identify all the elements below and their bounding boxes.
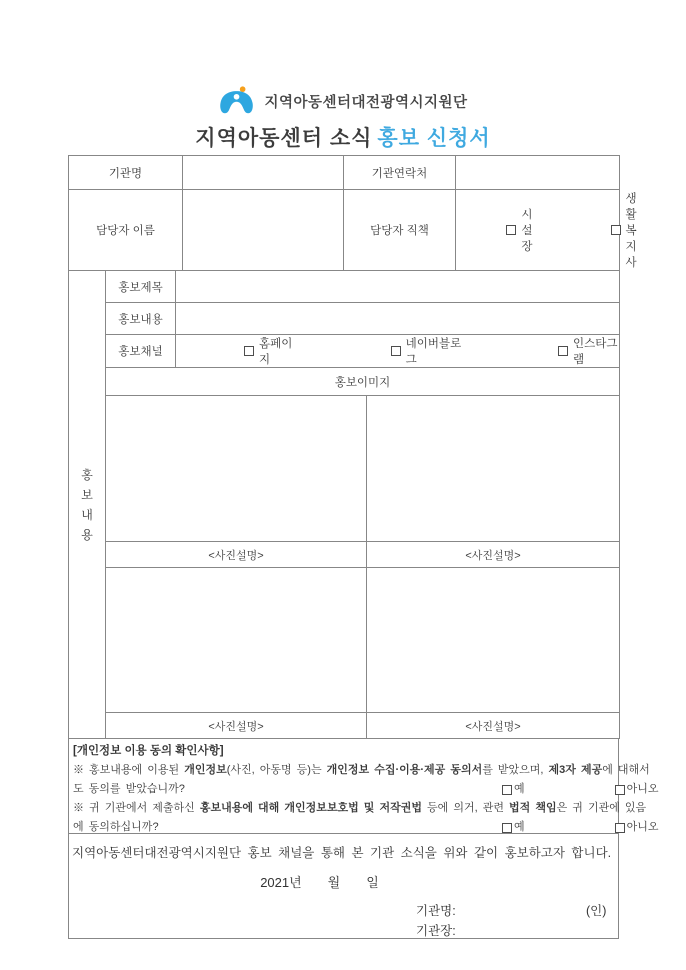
checkbox-q1-yes[interactable] <box>434 780 525 799</box>
checkbox-q1-no[interactable] <box>547 780 659 799</box>
position-options-cell <box>456 190 637 271</box>
table-row <box>69 335 620 368</box>
table-row <box>69 542 620 568</box>
checkbox-icon <box>615 785 625 795</box>
privacy-question-2-cont: 에 동의하십니까? <box>73 821 159 833</box>
org-contact-label: 기관연락처 <box>344 156 456 190</box>
photo-caption-1: <사진설명> <box>106 542 367 568</box>
checkbox-icon <box>244 346 254 356</box>
checkbox-q2-no[interactable] <box>547 818 659 837</box>
privacy-consent-section <box>68 738 659 834</box>
privacy-question-2-answer-line <box>73 818 659 837</box>
table-row <box>69 156 620 190</box>
checkbox-q2-yes[interactable] <box>434 818 525 837</box>
org-logo-icon <box>218 85 256 117</box>
checkbox-channel-naver-blog[interactable] <box>323 335 462 367</box>
signature-head-label: 기관장: <box>416 924 456 938</box>
privacy-question-2: ※ 귀 기관에서 제출하신 홍보내용에 대해 개인정보보호법 및 저작권법 등에 의거, 관련 법적 책임은 귀 기관에 있음 <box>73 802 647 814</box>
signature-head-line <box>69 921 618 941</box>
org-name-field[interactable] <box>183 156 344 190</box>
table-row <box>69 568 620 713</box>
checkbox-position-director[interactable] <box>438 206 532 254</box>
date-year: 2021년 <box>260 875 302 890</box>
checkbox-label: 생활복지사 <box>625 193 637 269</box>
signature-org-label: 기관명: <box>416 904 456 918</box>
promo-content-label: 홍보내용 <box>106 303 176 335</box>
table-row <box>69 396 620 542</box>
promo-title-label: 홍보제목 <box>106 271 176 303</box>
checkbox-icon <box>615 823 625 833</box>
form-header <box>0 0 686 150</box>
org-name: 지역아동센터대전광역시지원단 <box>264 94 468 111</box>
checkbox-label: 인스타그램 <box>573 338 618 366</box>
date-line <box>45 872 594 891</box>
checkbox-label: 예 <box>514 783 525 795</box>
checkbox-channel-instagram[interactable] <box>490 335 619 367</box>
checkbox-icon <box>502 823 512 833</box>
promo-section-label-char: 용 <box>81 527 93 542</box>
promo-title-field[interactable] <box>176 271 620 303</box>
page-title-prefix: 지역아동센터 소식 <box>195 127 373 150</box>
promo-section-label-char: 보 <box>81 487 93 502</box>
privacy-question-1-answer-line <box>73 780 659 799</box>
seal-label: (인) <box>586 904 607 918</box>
privacy-question-1-cont: 도 동의를 받았습니까? <box>73 783 185 795</box>
privacy-question-1: ※ 홍보내용에 이용된 개인정보(사진, 아동명 등)는 개인정보 수집·이용·제공 동의서를 받았으며, 제3자 제공에 대해서 <box>73 764 650 776</box>
info-table <box>68 155 637 271</box>
photo-caption-2: <사진설명> <box>367 542 620 568</box>
checkbox-label: 아니오 <box>626 821 659 833</box>
photo-upload-cell-3[interactable] <box>106 568 367 713</box>
promo-section-label <box>69 271 106 739</box>
promo-table <box>68 270 620 739</box>
checkbox-label: 네이버블로그 <box>405 338 462 366</box>
photo-upload-cell-4[interactable] <box>367 568 620 713</box>
table-row <box>69 303 620 335</box>
closing-section <box>68 833 619 939</box>
org-logo <box>0 84 686 118</box>
privacy-title: [개인정보 이용 동의 확인사항] <box>73 745 224 757</box>
checkbox-icon <box>391 346 401 356</box>
page-title <box>0 122 686 150</box>
checkbox-position-welfare-worker[interactable] <box>543 190 637 270</box>
privacy-q1-options <box>434 780 659 799</box>
checkbox-label: 예 <box>514 821 525 833</box>
photo-upload-cell-1[interactable] <box>106 396 367 542</box>
table-row <box>69 271 620 303</box>
table-row <box>69 713 620 739</box>
table-row <box>69 368 620 396</box>
promo-channel-label: 홍보채널 <box>106 335 176 368</box>
photo-caption-3: <사진설명> <box>106 713 367 739</box>
manager-position-label: 담당자 직책 <box>344 190 456 271</box>
org-contact-field[interactable] <box>456 156 620 190</box>
privacy-q2-options <box>434 818 659 837</box>
checkbox-label: 홈페이지 <box>259 338 293 366</box>
checkbox-label: 시설장 <box>521 209 533 253</box>
org-name-label: 기관명 <box>69 156 183 190</box>
table-row <box>69 190 620 271</box>
checkbox-channel-homepage[interactable] <box>176 335 295 367</box>
manager-name-label: 담당자 이름 <box>69 190 183 271</box>
promo-image-header: 홍보이미지 <box>106 368 620 396</box>
checkbox-icon <box>611 225 621 235</box>
promo-content-field[interactable] <box>176 303 620 335</box>
page-title-accent: 홍보 신청서 <box>377 127 491 150</box>
promo-channels-cell <box>176 335 620 368</box>
signature-org-line <box>69 901 618 921</box>
promo-section-label-char: 홍 <box>81 467 93 482</box>
photo-caption-4: <사진설명> <box>367 713 620 739</box>
checkbox-icon <box>506 225 516 235</box>
photo-upload-cell-2[interactable] <box>367 396 620 542</box>
checkbox-icon <box>502 785 512 795</box>
closing-statement: 지역아동센터대전광역시지원단 홍보 채널을 통해 본 기관 소식을 위와 같이 홍보하고자 합니다. <box>72 846 612 860</box>
date-month: 월 <box>327 875 341 890</box>
checkbox-icon <box>558 346 568 356</box>
manager-name-field[interactable] <box>183 190 344 271</box>
checkbox-label: 아니오 <box>626 783 659 795</box>
promo-section-label-char: 내 <box>81 507 93 522</box>
date-day: 일 <box>366 875 379 890</box>
